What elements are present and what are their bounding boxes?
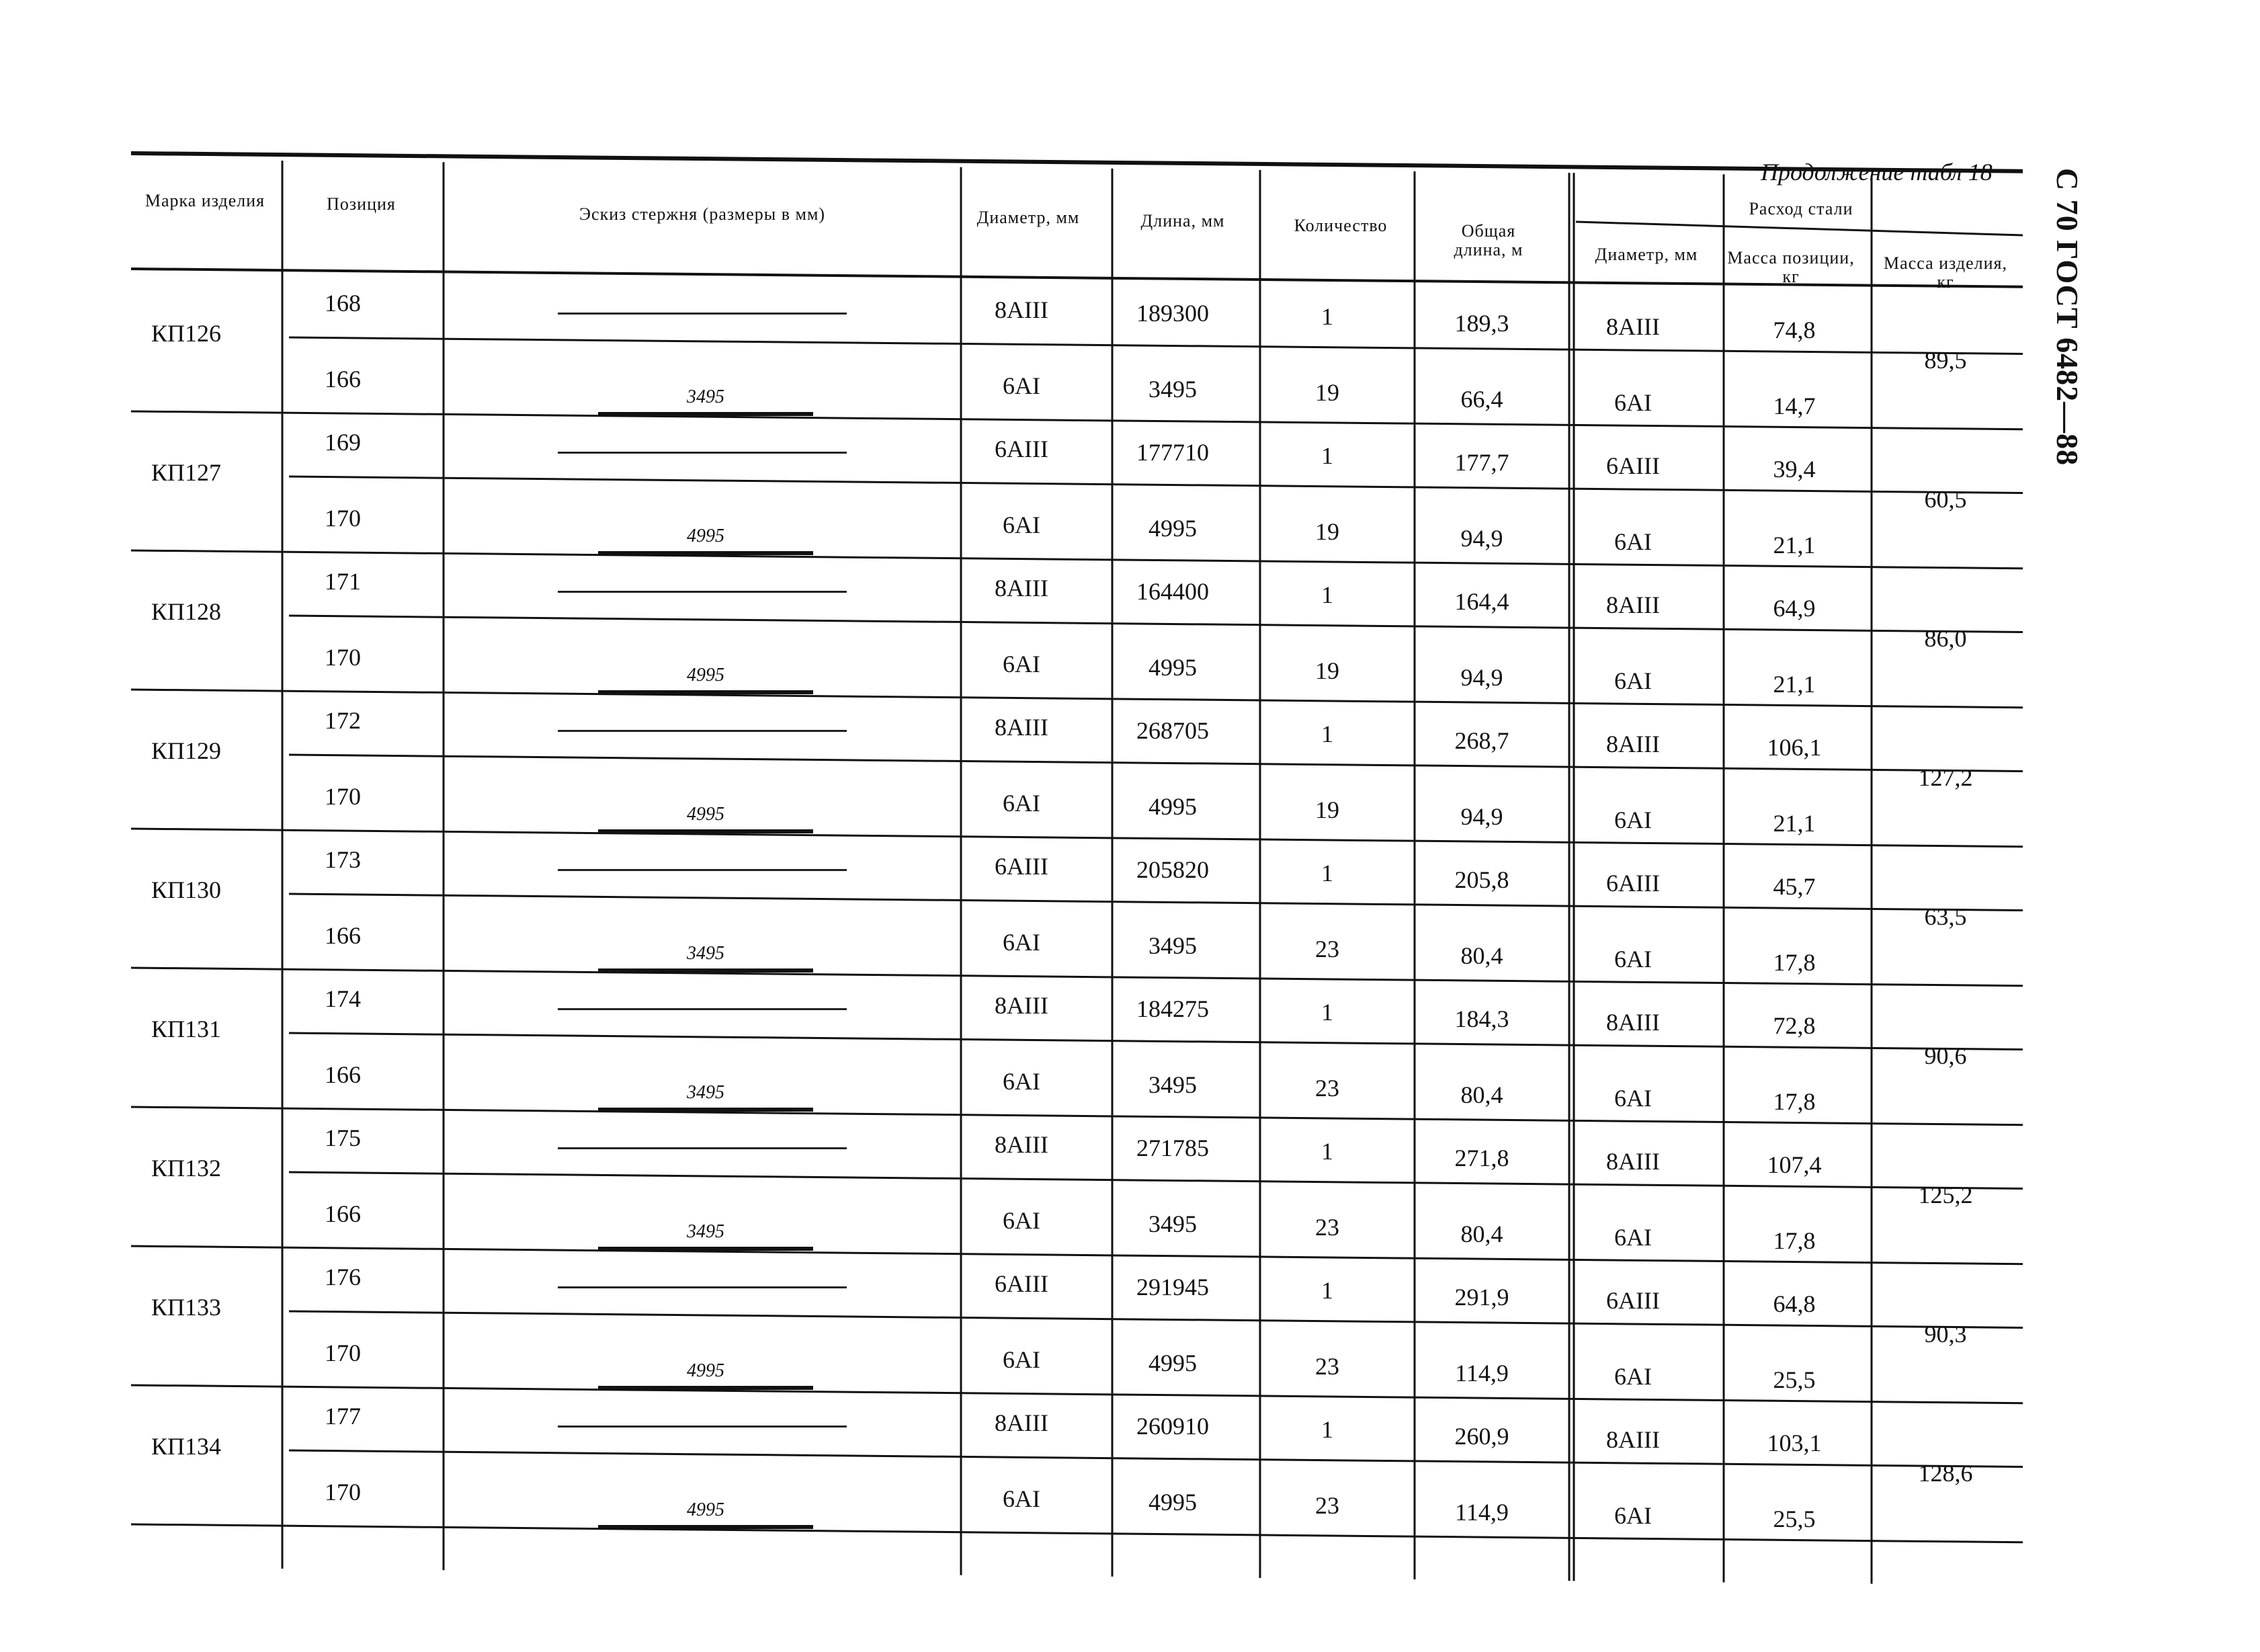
rebar-sketch-line <box>558 730 847 732</box>
item-mark: КП132 <box>151 1155 222 1182</box>
steel-diameter-cell: 6AI <box>1614 946 1652 973</box>
position-cell: 177 <box>325 1403 361 1430</box>
length-cell: 164400 <box>1136 578 1209 605</box>
position-mass-cell: 64,8 <box>1773 1290 1816 1317</box>
table-top-rule <box>131 153 2023 171</box>
length-cell: 189300 <box>1136 300 1209 327</box>
quantity-cell: 23 <box>1315 1492 1339 1520</box>
position-mass-cell: 21,1 <box>1773 810 1816 837</box>
diameter-cell: 6AI <box>1003 511 1040 539</box>
header-steel-diameter: Диаметр, мм <box>1595 245 1698 264</box>
quantity-cell: 19 <box>1315 657 1339 685</box>
sketch-dimension-label: 4995 <box>687 1360 724 1382</box>
length-cell: 205820 <box>1136 856 1209 883</box>
position-cell: 170 <box>325 1479 361 1506</box>
total-length-cell: 205,8 <box>1454 866 1509 893</box>
diameter-cell: 8AIII <box>995 992 1048 1019</box>
quantity-cell: 19 <box>1315 796 1339 824</box>
diameter-cell: 6AI <box>1003 929 1040 956</box>
position-cell: 171 <box>325 568 361 595</box>
item-separator <box>131 968 2023 986</box>
quantity-cell: 1 <box>1321 1138 1333 1165</box>
length-cell: 3495 <box>1148 932 1197 960</box>
quantity-cell: 23 <box>1315 1214 1339 1241</box>
position-mass-cell: 45,7 <box>1773 873 1816 900</box>
length-cell: 4995 <box>1148 515 1197 542</box>
header-position: Позиция <box>327 194 396 214</box>
rebar-sketch-line <box>598 690 813 694</box>
position-cell: 170 <box>325 1339 361 1367</box>
quantity-cell: 1 <box>1321 581 1333 608</box>
rebar-sketch-line <box>598 829 813 833</box>
total-length-cell: 114,9 <box>1455 1360 1509 1387</box>
header-position-mass: Масса позиции, кг <box>1727 248 1855 286</box>
total-length-cell: 177,7 <box>1454 449 1509 476</box>
diameter-cell: 6AI <box>1003 790 1040 817</box>
rebar-sketch-line <box>558 591 847 593</box>
position-mass-cell: 103,1 <box>1767 1430 1822 1456</box>
rebar-sketch-line <box>598 1525 813 1529</box>
header-total-length: Общая длина, м <box>1454 221 1523 259</box>
item-mass: 60,5 <box>1924 486 1967 513</box>
side-page-header-text: С 70 ГОСТ 6482—88 <box>2050 168 2085 466</box>
steel-diameter-cell: 6AI <box>1614 389 1652 417</box>
item-mass: 125,2 <box>1918 1182 1973 1208</box>
header-diameter: Диаметр, мм <box>976 208 1080 227</box>
position-mass-cell: 21,1 <box>1773 671 1816 698</box>
item-mass: 89,5 <box>1924 347 1967 374</box>
header-sketch: Эскиз стержня (размеры в мм) <box>579 204 826 224</box>
item-mass: 86,0 <box>1924 625 1967 652</box>
rebar-sketch-line <box>558 313 847 315</box>
position-cell: 166 <box>325 922 361 950</box>
length-cell: 268705 <box>1136 717 1209 744</box>
item-mark: КП127 <box>151 459 222 486</box>
item-mass: 90,3 <box>1924 1321 1967 1348</box>
diameter-cell: 6AI <box>1003 1207 1040 1235</box>
header-quantity: Количество <box>1294 216 1388 235</box>
steel-diameter-cell: 6AI <box>1614 1363 1652 1391</box>
position-mass-cell: 14,7 <box>1773 393 1816 420</box>
total-length-cell: 66,4 <box>1460 386 1503 413</box>
quantity-cell: 1 <box>1321 442 1333 469</box>
steel-diameter-cell: 6AI <box>1614 807 1652 834</box>
position-cell: 173 <box>325 846 361 873</box>
total-length-cell: 94,9 <box>1460 664 1503 692</box>
quantity-cell: 1 <box>1321 303 1333 330</box>
total-length-cell: 94,9 <box>1460 525 1503 552</box>
position-cell: 166 <box>325 1061 361 1089</box>
steel-diameter-cell: 6AIII <box>1606 870 1660 897</box>
position-cell: 174 <box>325 985 361 1012</box>
steel-diameter-cell: 8AIII <box>1606 1009 1660 1036</box>
item-mark: КП129 <box>151 737 222 764</box>
position-mass-cell: 64,9 <box>1773 595 1816 622</box>
position-mass-cell: 106,1 <box>1767 734 1822 761</box>
steel-diameter-cell: 6AI <box>1614 528 1652 556</box>
item-separator <box>131 1246 2023 1264</box>
length-cell: 291945 <box>1136 1274 1209 1300</box>
steel-diameter-cell: 6AIII <box>1606 1287 1660 1314</box>
position-cell: 175 <box>325 1124 361 1151</box>
position-cell: 168 <box>325 290 361 317</box>
diameter-cell: 8AIII <box>995 575 1048 602</box>
position-cell: 166 <box>325 366 361 393</box>
sketch-dimension-label: 4995 <box>687 665 724 686</box>
item-separator <box>131 550 2023 569</box>
position-mass-cell: 74,8 <box>1773 317 1816 343</box>
quantity-cell: 1 <box>1321 860 1333 886</box>
steel-diameter-cell: 8AIII <box>1606 1426 1660 1453</box>
length-cell: 260910 <box>1136 1413 1209 1440</box>
length-cell: 3495 <box>1148 376 1197 403</box>
header-item-mass: Масса изделия, кг <box>1884 253 2007 292</box>
item-mark: КП134 <box>151 1433 222 1460</box>
rebar-sketch-line <box>558 1147 847 1149</box>
rebar-sketch-line <box>558 452 847 454</box>
total-length-cell: 114,9 <box>1455 1499 1509 1526</box>
position-cell: 176 <box>325 1264 361 1290</box>
header-mark: Марка изделия <box>144 191 265 210</box>
steel-diameter-cell: 6AI <box>1614 667 1652 695</box>
steel-diameter-cell: 8AIII <box>1606 313 1660 340</box>
position-cell: 170 <box>325 783 361 811</box>
rebar-sketch-line <box>598 968 813 973</box>
item-mass: 63,5 <box>1924 903 1967 930</box>
rebar-sketch-line <box>598 1386 813 1390</box>
length-cell: 4995 <box>1148 793 1197 821</box>
length-cell: 3495 <box>1148 1210 1197 1238</box>
position-mass-cell: 25,5 <box>1773 1505 1816 1533</box>
position-mass-cell: 107,4 <box>1767 1151 1822 1178</box>
sketch-dimension-label: 3495 <box>687 1221 724 1243</box>
rebar-sketch-line <box>558 1286 847 1288</box>
quantity-cell: 23 <box>1315 1075 1339 1102</box>
position-mass-cell: 17,8 <box>1773 1227 1816 1255</box>
position-cell: 166 <box>325 1200 361 1228</box>
total-length-cell: 94,9 <box>1460 803 1503 831</box>
position-mass-cell: 25,5 <box>1773 1366 1816 1394</box>
total-length-cell: 80,4 <box>1460 942 1503 970</box>
position-cell: 169 <box>325 429 361 456</box>
diameter-cell: 8AIII <box>995 1131 1048 1158</box>
item-mark: КП128 <box>151 598 222 625</box>
sketch-dimension-label: 4995 <box>687 526 724 547</box>
position-mass-cell: 39,4 <box>1773 456 1816 483</box>
total-length-cell: 184,3 <box>1454 1005 1509 1032</box>
item-separator <box>131 1385 2023 1403</box>
steel-diameter-cell: 6AIII <box>1606 452 1660 479</box>
item-mark: КП131 <box>151 1016 222 1042</box>
quantity-cell: 1 <box>1321 1416 1333 1443</box>
total-length-cell: 164,4 <box>1454 588 1509 615</box>
diameter-cell: 6AI <box>1003 1068 1040 1096</box>
rebar-sketch-line <box>558 869 847 871</box>
item-mark: КП130 <box>151 876 222 903</box>
length-cell: 4995 <box>1148 654 1197 682</box>
item-separator <box>131 411 2023 429</box>
item-mark: КП126 <box>151 320 222 347</box>
rebar-sketch-line <box>598 551 813 555</box>
header-length: Длина, мм <box>1140 211 1225 231</box>
rebar-sketch-line <box>558 1426 847 1428</box>
quantity-cell: 23 <box>1315 1353 1339 1380</box>
item-separator <box>131 1524 2023 1542</box>
steel-subheader-rule <box>1576 222 2023 235</box>
steel-diameter-cell: 8AIII <box>1606 591 1660 618</box>
position-cell: 170 <box>325 505 361 532</box>
length-cell: 3495 <box>1148 1071 1197 1099</box>
position-mass-cell: 72,8 <box>1773 1012 1816 1039</box>
steel-diameter-cell: 6AI <box>1614 1502 1652 1530</box>
rebar-sketch-line <box>598 1247 813 1251</box>
sketch-dimension-label: 4995 <box>687 1499 724 1521</box>
diameter-cell: 8AIII <box>995 1409 1048 1436</box>
quantity-cell: 19 <box>1315 379 1339 407</box>
position-cell: 172 <box>325 707 361 734</box>
sketch-dimension-label: 3495 <box>687 943 724 964</box>
sketch-dimension-label: 3495 <box>687 386 724 408</box>
diameter-cell: 6AI <box>1003 372 1040 400</box>
quantity-cell: 1 <box>1321 999 1333 1026</box>
position-mass-cell: 17,8 <box>1773 1088 1816 1116</box>
item-mass: 128,6 <box>1918 1460 1973 1487</box>
item-separator <box>131 1107 2023 1125</box>
length-cell: 177710 <box>1136 439 1209 466</box>
quantity-cell: 19 <box>1315 518 1339 546</box>
diameter-cell: 6AI <box>1003 651 1040 678</box>
sketch-dimension-label: 4995 <box>687 804 724 825</box>
length-cell: 184275 <box>1136 995 1209 1022</box>
item-mass: 127,2 <box>1918 764 1973 791</box>
steel-diameter-cell: 8AIII <box>1606 731 1660 757</box>
total-length-cell: 268,7 <box>1454 727 1509 754</box>
diameter-cell: 6AI <box>1003 1485 1040 1513</box>
item-mark: КП133 <box>151 1294 222 1321</box>
diameter-cell: 6AIII <box>995 436 1048 462</box>
position-mass-cell: 21,1 <box>1773 532 1816 559</box>
diameter-cell: 6AI <box>1003 1346 1040 1374</box>
steel-diameter-cell: 6AI <box>1614 1085 1652 1112</box>
item-separator <box>131 690 2023 708</box>
total-length-cell: 189,3 <box>1454 310 1509 337</box>
steel-diameter-cell: 6AI <box>1614 1224 1652 1251</box>
length-cell: 4995 <box>1148 1489 1197 1516</box>
length-cell: 4995 <box>1148 1350 1197 1377</box>
steel-diameter-cell: 8AIII <box>1606 1148 1660 1175</box>
total-length-cell: 80,4 <box>1460 1081 1503 1109</box>
position-cell: 170 <box>325 644 361 671</box>
total-length-cell: 271,8 <box>1454 1145 1509 1171</box>
total-length-cell: 80,4 <box>1460 1221 1503 1248</box>
diameter-cell: 8AIII <box>995 296 1048 323</box>
quantity-cell: 1 <box>1321 1277 1333 1304</box>
diameter-cell: 6AIII <box>995 1270 1048 1297</box>
header-steel-consumption: Расход стали <box>1749 199 1853 218</box>
quantity-cell: 1 <box>1321 720 1333 747</box>
rebar-sketch-line <box>598 412 813 416</box>
diameter-cell: 6AIII <box>995 853 1048 880</box>
rebar-sketch-line <box>558 1008 847 1010</box>
total-length-cell: 291,9 <box>1454 1284 1509 1311</box>
quantity-cell: 23 <box>1315 936 1339 963</box>
length-cell: 271785 <box>1136 1134 1209 1161</box>
continuation-note: Продолжение табл 18 <box>1761 159 1993 185</box>
item-separator <box>131 829 2023 847</box>
diameter-cell: 8AIII <box>995 714 1048 741</box>
sketch-dimension-label: 3495 <box>687 1082 724 1104</box>
position-mass-cell: 17,8 <box>1773 949 1816 977</box>
rebar-sketch-line <box>598 1108 813 1112</box>
total-length-cell: 260,9 <box>1454 1423 1509 1450</box>
item-mass: 90,6 <box>1924 1042 1967 1069</box>
